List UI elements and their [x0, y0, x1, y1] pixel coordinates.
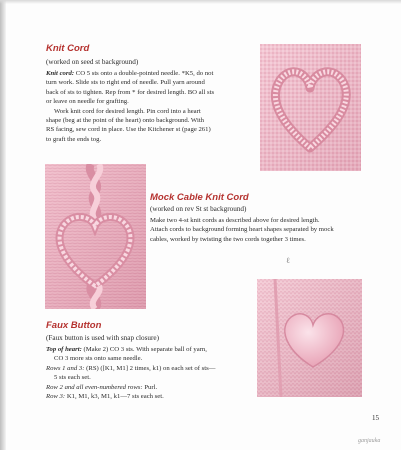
text-body: (RS) ([K1, M1] 2 times, k1) on each set of sts— — [84, 364, 216, 372]
knit-cord-heart-photo — [260, 44, 361, 171]
mock-cable-title: Mock Cable Knit Cord — [150, 192, 249, 203]
mock-cable-instructions — [150, 216, 334, 244]
text-line: cables, worked by twisting the two cords together 3 times. — [150, 235, 306, 243]
text-body: Purl. — [142, 383, 158, 391]
text-line: to graft the ends tog. — [46, 135, 102, 143]
page-top-shadow — [0, 0, 401, 4]
text-line: RS facing, sew cord in place. Use the Kitchener st (page 261) — [46, 126, 211, 134]
stray-mark: ℓ — [286, 256, 290, 265]
knit-cord-subtitle: (worked on seed st background) — [46, 58, 139, 66]
faux-button-subtitle: (Faux button is used with snap closure) — [46, 334, 159, 342]
text-line — [46, 364, 215, 373]
text-line: Make two 4-st knit cords as described above for desired length. — [150, 217, 320, 224]
text-lead: Row 3: — [46, 393, 66, 401]
faux-button-title: Faux Button — [46, 320, 102, 331]
text-line — [46, 69, 214, 78]
text-line: back of sts to tighten. Rep from * for desired length. BO all sts — [46, 88, 215, 96]
text-body: (Make 2) CO 3 sts. With separate ball of yarn, — [81, 346, 207, 353]
watermark: ganjauka — [358, 438, 381, 444]
text-lead: Row 2 and all even-numbered rows: — [46, 383, 143, 391]
text-line: CO 3 more sts onto same needle. — [54, 355, 143, 363]
faux-button-instructions — [46, 345, 215, 401]
text-line — [46, 345, 215, 354]
page-number: 15 — [372, 414, 379, 422]
text-body: K1, M1, k3, M1, k1—7 sts each set. — [65, 393, 164, 401]
text-lead: Rows 1 and 3: — [46, 364, 85, 372]
text-line: or leave on needle for grafting. — [46, 98, 129, 106]
knit-cord-title: Knit Cord — [46, 43, 90, 54]
mock-cable-heart-photo — [45, 164, 146, 309]
text-line: Attach cords to background forming heart shapes separated by mock — [150, 226, 334, 234]
text-lead: Knit cord: — [46, 70, 75, 77]
text-line: Work knit cord for desired length. Pin cord into a heart — [54, 107, 201, 115]
page-gutter — [0, 0, 6, 450]
faux-button-heart-photo — [257, 279, 362, 397]
text-line: 5 sts each set. — [54, 374, 91, 382]
text-line: shape (beg at the point of the heart) onto background. With — [46, 117, 205, 125]
text-line — [46, 383, 215, 392]
text-body: CO 5 sts onto a double-pointed needle. *K5, do not — [74, 70, 214, 77]
knit-cord-instructions — [46, 69, 214, 144]
text-line — [46, 392, 215, 401]
text-line: turn work. Slide sts to right end of needle. Pull yarn around — [46, 79, 205, 87]
mock-cable-subtitle: (worked on rev St st background) — [150, 205, 247, 213]
text-lead: Top of heart: — [46, 346, 82, 353]
